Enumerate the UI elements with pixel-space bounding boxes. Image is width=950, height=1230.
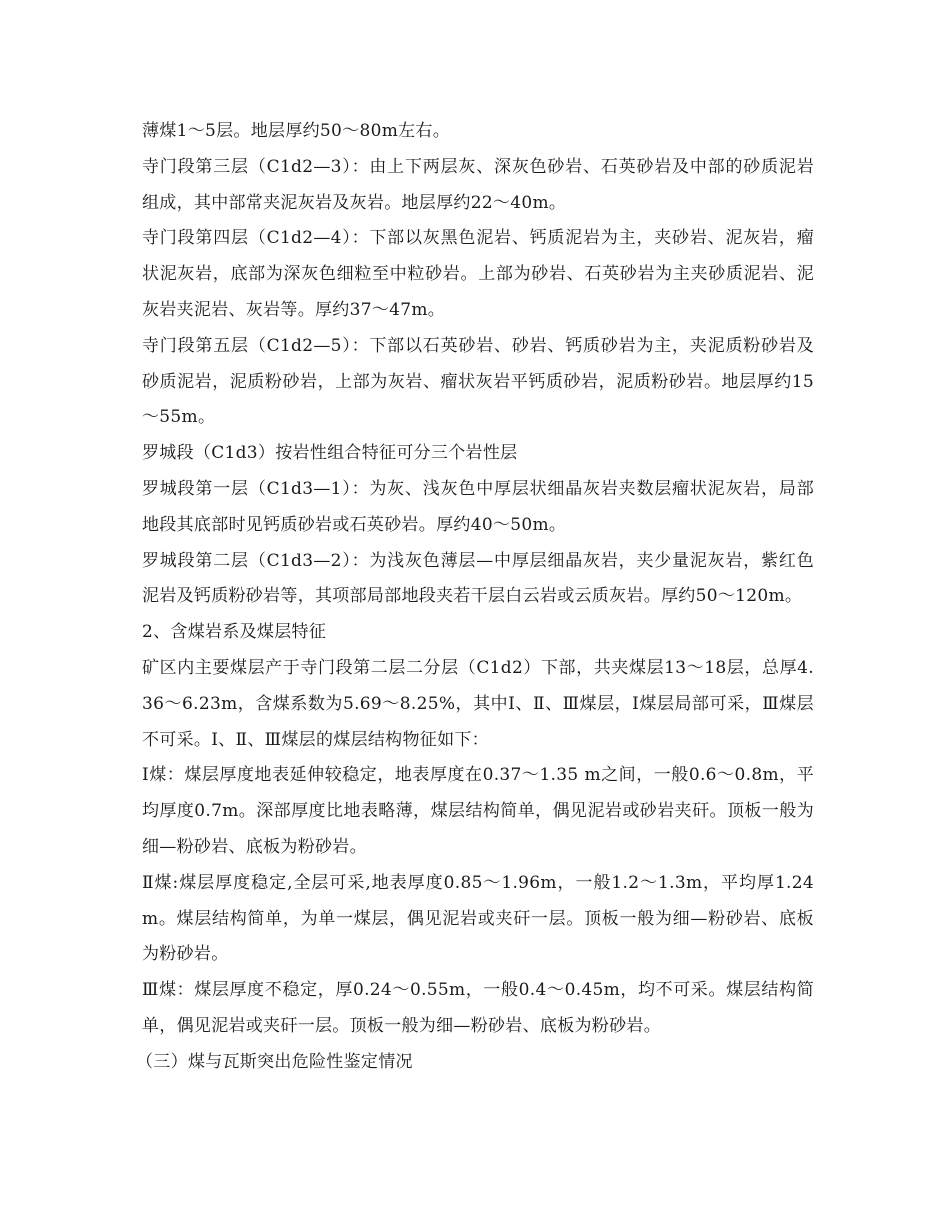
paragraph-luocheng-intro: 罗城段（C1d3）按岩性组合特征可分三个岩性层 — [142, 443, 518, 464]
paragraph-luocheng-layer-1: 罗城段第一层（C1d3—1）：为灰、浅灰色中厚层状细晶灰岩夹数层瘤状泥灰岩，局部地段其底部时见钙质砂岩或石英砂岩。厚约40～50m。 — [142, 478, 814, 535]
paragraph-main-coal-seams: 矿区内主要煤层产于寺门段第二层二分层（C1d2）下部，共夹煤层13～18层，总厚4.36～6.23m，含煤系数为5.69～8.25%，其中Ⅰ、Ⅱ、Ⅲ煤层，Ⅰ煤层局部可采，Ⅲ煤层不可采。Ⅰ、Ⅱ、Ⅲ煤层的煤层结构物征如下： — [142, 657, 814, 750]
paragraph-simen-layer-4: 寺门段第四层（C1d2—4）：下部以灰黑色泥岩、钙质泥岩为主，夹砂岩、泥灰岩，瘤状泥灰岩，底部为深灰色细粒至中粒砂岩。上部为砂岩、石英砂岩为主夹砂质泥岩、泥灰岩夹泥岩、灰岩等。厚约37～47m。 — [142, 228, 814, 320]
paragraph-simen-layer-3: 寺门段第三层（C1d2—3）：由上下两层灰、深灰色砂岩、石英砂岩及中部的砂质泥岩组成，其中部常夹泥灰岩及灰岩。地层厚约22～40m。 — [142, 156, 814, 213]
document-body — [136, 114, 814, 1081]
paragraph-luocheng-layer-2: 罗城段第二层（C1d3—2）：为浅灰色薄层—中厚层细晶灰岩，夹少量泥灰岩，紫红色泥岩及钙质粉砂岩等，其项部局部地段夹若干层白云岩或云质灰岩。厚约50～120m。 — [142, 550, 814, 607]
paragraph-coal-seam-1: Ⅰ煤：煤层厚度地表延伸较稳定，地表厚度在0.37～1.35 m之间，一般0.6～0.8m，平均厚度0.7m。深部厚度比地表略薄，煤层结构简单，偶见泥岩或砂岩夹矸。顶板一般为细—粉砂岩、底板为粉砂岩。 — [142, 765, 814, 857]
section-heading-coal-series: 2、含煤岩系及煤层特征 — [142, 622, 327, 643]
paragraph-coal-seam-3: Ⅲ煤：煤层厚度不稳定，厚0.24～0.55m，一般0.4～0.45m，均不可采。煤层结构简单，偶见泥岩或夹矸一层。顶板一般为细—粉砂岩、底板为粉砂岩。 — [142, 980, 814, 1036]
section-heading-gas-outburst: （三）煤与瓦斯突出危险性鉴定情况 — [136, 1051, 413, 1072]
paragraph-coal-thickness: 薄煤1～5层。地层厚约50～80m左右。 — [142, 121, 451, 141]
paragraph-coal-seam-2: Ⅱ煤:煤层厚度稳定,全层可采,地表厚度0.85～1.96m，一般1.2～1.3m，平均厚1.24m。煤层结构简单，为单一煤层，偶见泥岩或夹矸一层。顶板一般为细—粉砂岩、底板为粉砂岩。 — [142, 872, 814, 965]
paragraph-simen-layer-5: 寺门段第五层（C1d2—5）：下部以石英砂岩、砂岩、钙质砂岩为主，夹泥质粉砂岩及砂质泥岩，泥质粉砂岩，上部为灰岩、瘤状灰岩平钙质砂岩，泥质粉砂岩。地层厚约15～55m。 — [142, 335, 814, 428]
